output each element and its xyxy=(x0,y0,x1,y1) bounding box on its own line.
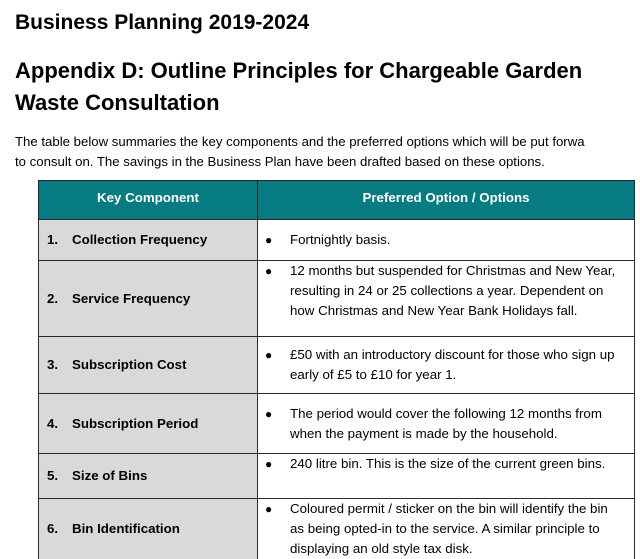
list-item xyxy=(258,230,624,250)
list-item xyxy=(258,499,624,559)
option-cell xyxy=(258,337,635,394)
component-label: Subscription Cost xyxy=(72,357,187,372)
table-row xyxy=(39,261,635,337)
option-text: £50 with an introductory discount for those who sign up early of £5 to £10 for year 1. xyxy=(290,347,615,382)
table-row xyxy=(39,220,635,261)
row-number: 6. xyxy=(47,521,59,536)
key-component-cell xyxy=(39,261,258,337)
option-cell xyxy=(258,499,635,559)
key-component-cell xyxy=(39,220,258,261)
table-row xyxy=(39,454,635,499)
table-row xyxy=(39,394,635,454)
intro-paragraph xyxy=(15,132,640,172)
component-label: Size of Bins xyxy=(72,468,148,483)
document-title: Business Planning 2019-2024 xyxy=(15,11,310,34)
appendix-heading: Appendix D: Outline Principles for Chargeable Garden Waste Consultation xyxy=(15,58,583,115)
option-cell xyxy=(258,220,635,261)
option-cell xyxy=(258,454,635,499)
row-number: 3. xyxy=(47,357,59,372)
list-item xyxy=(258,404,624,444)
component-label: Collection Frequency xyxy=(72,232,208,247)
list-item xyxy=(258,261,624,321)
key-component-cell xyxy=(39,394,258,454)
component-label: Service Frequency xyxy=(72,290,191,306)
list-item xyxy=(258,345,624,385)
row-number: 1. xyxy=(47,232,59,247)
bullet-icon: ● xyxy=(265,264,273,278)
option-cell xyxy=(258,394,635,454)
bullet-icon: ● xyxy=(265,233,273,247)
bullet-icon: ● xyxy=(265,457,273,471)
option-text: Coloured permit / sticker on the bin will identify the bin as being opted-in to the service. A similar principle to displaying an old style tax disk. xyxy=(290,501,608,556)
bullet-icon: ● xyxy=(265,502,273,516)
header-key-component: Key Component xyxy=(39,181,258,220)
bullet-icon: ● xyxy=(265,348,273,362)
option-cell xyxy=(258,261,635,337)
key-components-table xyxy=(38,180,635,559)
intro-line-1: The table below summaries the key components and the preferred options which will be put forwa xyxy=(15,134,585,149)
table-row xyxy=(39,499,635,559)
option-text: Fortnightly basis. xyxy=(290,232,391,247)
component-label: Bin Identification xyxy=(72,521,180,536)
table-header-row xyxy=(39,181,635,220)
row-number: 4. xyxy=(47,415,59,431)
row-number: 5. xyxy=(47,468,59,483)
bullet-icon: ● xyxy=(265,406,273,421)
table-row xyxy=(39,337,635,394)
list-item xyxy=(258,454,624,474)
key-component-cell xyxy=(39,337,258,394)
intro-line-2: to consult on. The savings in the Business Plan have been drafted based on these options. xyxy=(15,154,545,169)
option-text: The period would cover the following 12 months from when the payment is made by the household. xyxy=(290,405,602,441)
option-text: 12 months but suspended for Christmas and New Year, resulting in 24 or 25 collections a year. Dependent on how Christmas and New Year Bank Holidays fall. xyxy=(290,263,616,318)
component-label: Subscription Period xyxy=(72,415,199,431)
row-number: 2. xyxy=(47,290,59,306)
key-component-cell xyxy=(39,454,258,499)
option-text: 240 litre bin. This is the size of the current green bins. xyxy=(290,456,606,471)
header-preferred-option: Preferred Option / Options xyxy=(258,181,635,220)
key-component-cell xyxy=(39,499,258,559)
